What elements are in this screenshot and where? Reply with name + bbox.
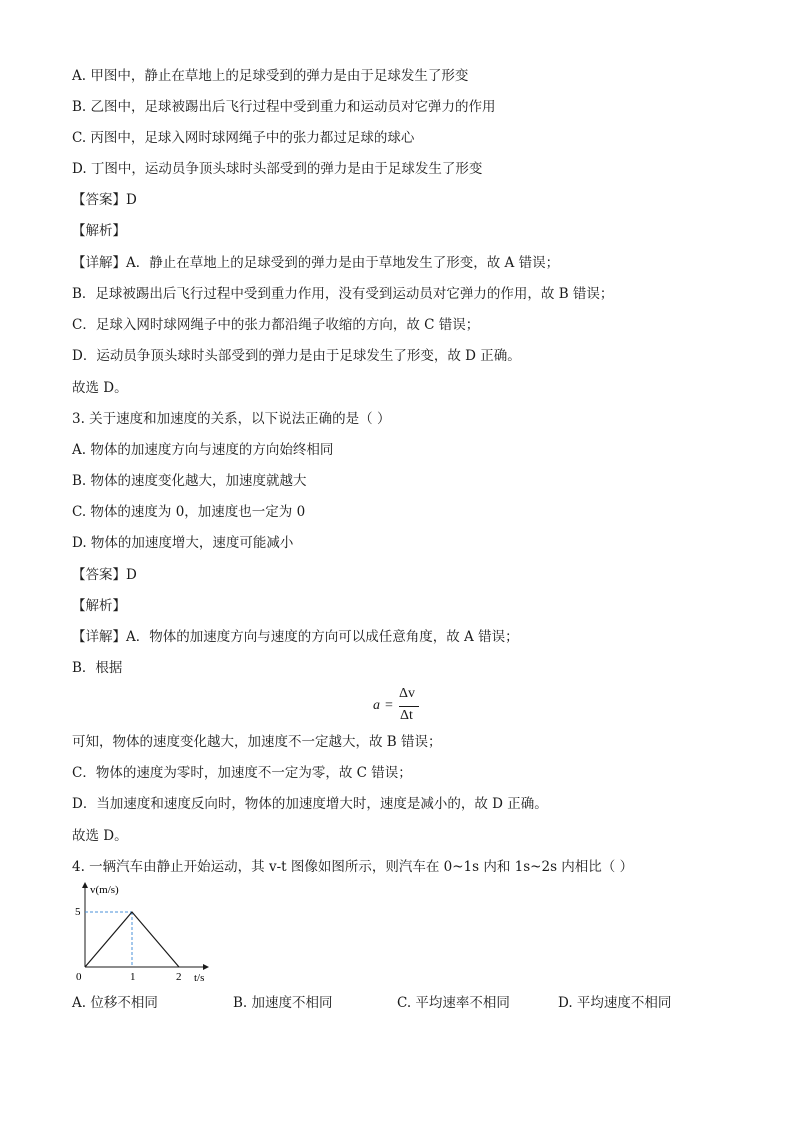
q2-answer: 【答案】D bbox=[72, 192, 137, 208]
q2-option-a: A. 甲图中，静止在草地上的足球受到的弹力是由于足球发生了形变 bbox=[72, 68, 469, 84]
acceleration-formula bbox=[373, 686, 433, 732]
q4-option-d: D. 平均速度不相同 bbox=[558, 995, 672, 1011]
q4-option-c: C. 平均速率不相同 bbox=[397, 995, 510, 1011]
q2-detail-b: B．足球被踢出后飞行过程中受到重力作用，没有受到运动员对它弹力的作用，故 B 错误； bbox=[72, 286, 614, 302]
q4-stem: 4. 一辆汽车由静止开始运动，其 v-t 图像如图所示，则汽车在 0~1s 内和 1s~2s 内相比（ ） bbox=[72, 859, 634, 875]
q2-option-b: B. 乙图中，足球被踢出后飞行过程中受到重力和运动员对它弹力的作用 bbox=[72, 99, 496, 115]
q3-option-a: A. 物体的加速度方向与速度的方向始终相同 bbox=[72, 442, 334, 458]
q4-option-a: A. 位移不相同 bbox=[72, 995, 158, 1011]
q3-option-b: B. 物体的速度变化越大，加速度就越大 bbox=[72, 473, 307, 489]
q4-option-b: B. 加速度不相同 bbox=[233, 995, 333, 1011]
q3-stem: 3. 关于速度和加速度的关系，以下说法正确的是（ ） bbox=[72, 411, 391, 427]
q3-detail-a: 【详解】A．物体的加速度方向与速度的方向可以成任意角度，故 A 错误； bbox=[72, 629, 519, 645]
q2-detail-d: D．运动员争顶头球时头部受到的弹力是由于足球发生了形变，故 D 正确。 bbox=[72, 348, 521, 364]
formula-lhs: a bbox=[373, 698, 380, 713]
fraction-bar bbox=[399, 706, 419, 707]
origin-label: 0 bbox=[76, 971, 82, 983]
q3-detail-c: C．物体的速度为零时，加速度不一定为零，故 C 错误； bbox=[72, 765, 412, 781]
y-tick-5: 5 bbox=[75, 906, 81, 918]
q3-analysis-label: 【解析】 bbox=[72, 598, 126, 614]
y-axis-label: v(m/s) bbox=[90, 884, 119, 896]
q3-conclusion: 故选 D。 bbox=[72, 828, 128, 844]
q2-analysis-label: 【解析】 bbox=[72, 223, 126, 239]
x-tick-2: 2 bbox=[176, 971, 182, 983]
q2-option-c: C. 丙图中，足球入网时球网绳子中的张力都过足球的球心 bbox=[72, 130, 415, 146]
q3-detail-b-conclusion: 可知，物体的速度变化越大，加速度不一定越大，故 B 错误； bbox=[72, 734, 442, 750]
q2-detail-c: C．足球入网时球网绳子中的张力都沿绳子收缩的方向，故 C 错误； bbox=[72, 317, 480, 333]
q3-detail-d: D．当加速度和速度反向时，物体的加速度增大时，速度是减小的，故 D 正确。 bbox=[72, 796, 548, 812]
q2-detail-a: 【详解】A．静止在草地上的足球受到的弹力是由于草地发生了形变，故 A 错误； bbox=[72, 255, 560, 271]
formula-denominator: Δt bbox=[400, 708, 413, 723]
x-axis-label: t/s bbox=[194, 972, 205, 984]
formula-equals: = bbox=[385, 698, 393, 713]
q3-option-c: C. 物体的速度为 0，加速度也一定为 0 bbox=[72, 504, 306, 520]
x-tick-1: 1 bbox=[130, 971, 136, 983]
vt-graph bbox=[70, 878, 220, 988]
q3-detail-b: B．根据 bbox=[72, 660, 123, 676]
q3-option-d: D. 物体的加速度增大，速度可能减小 bbox=[72, 535, 294, 551]
q2-conclusion: 故选 D。 bbox=[72, 380, 128, 396]
formula-numerator: Δv bbox=[399, 686, 416, 701]
q2-option-d: D. 丁图中，运动员争顶头球时头部受到的弹力是由于足球发生了形变 bbox=[72, 161, 483, 177]
q3-answer: 【答案】D bbox=[72, 567, 137, 583]
